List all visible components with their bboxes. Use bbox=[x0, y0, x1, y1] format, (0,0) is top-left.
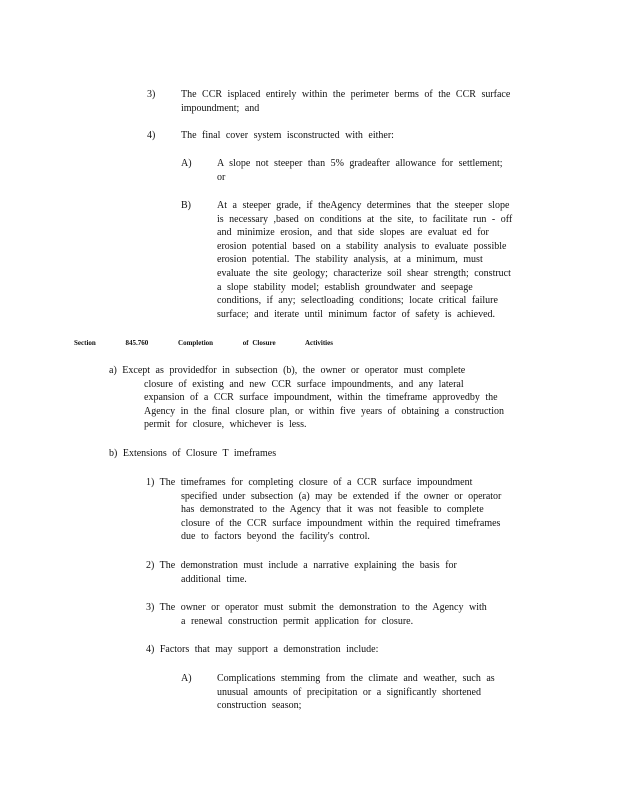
text-line: permit for closure, whichever is less. bbox=[144, 419, 307, 431]
item-b4a-label: A) bbox=[181, 673, 192, 684]
item-3-label: 3) bbox=[147, 89, 156, 100]
section-title-part: Completion bbox=[178, 339, 214, 347]
section-number: 845.760 bbox=[125, 339, 149, 347]
text-line: closure of the CCR surface impoundment within the required timeframes bbox=[181, 517, 501, 529]
text-line: The CCR isplaced entirely within the perimeter berms of the CCR surface bbox=[181, 89, 511, 100]
text-line: 3) The owner or operator must submit the demonstration to the Agency with bbox=[146, 602, 487, 613]
text-line: 2) The demonstration must include a narrative explaining the basis for bbox=[146, 560, 457, 571]
text-line: Complications stemming from the climate and weather, such as bbox=[217, 673, 495, 684]
subsection-b bbox=[109, 447, 276, 461]
text-line: evaluate the site geology; characterize soil shear strength; construct bbox=[217, 267, 511, 279]
text-line: impoundment; and bbox=[181, 102, 260, 114]
text-line: is necessary ,based on conditions at the site, to facilitate run - off bbox=[217, 213, 513, 225]
text-line: 4) Factors that may support a demonstration include: bbox=[146, 644, 379, 655]
item-4b-text bbox=[217, 199, 512, 321]
text-line: a) Except as providedfor in subsection (b), the owner or operator must complete bbox=[109, 365, 466, 376]
text-line: a renewal construction permit application for closure. bbox=[181, 615, 414, 627]
item-4b-label: B) bbox=[181, 200, 191, 211]
text-line: a slope stability model; establish groundwater and seepage bbox=[217, 281, 473, 293]
subsection-a bbox=[109, 364, 504, 432]
text-line: Agency in the final closure plan, or within five years of obtaining a construction bbox=[144, 405, 505, 417]
text-line: 1) The timeframes for completing closure of a CCR surface impoundment bbox=[146, 477, 473, 488]
text-line: or bbox=[217, 171, 226, 183]
text-line: has demonstrated to the Agency that it was not feasible to complete bbox=[181, 504, 484, 516]
item-4-text bbox=[181, 129, 394, 143]
text-line: A slope not steeper than 5% gradeafter allowance for settlement; bbox=[217, 158, 503, 169]
text-line: At a steeper grade, if theAgency determines that the steeper slope bbox=[217, 200, 510, 211]
subsection-b4 bbox=[146, 643, 378, 657]
text-line: b) Extensions of Closure T imeframes bbox=[109, 448, 277, 459]
text-line: and minimize erosion, and that side slopes are evaluat ed for bbox=[217, 227, 489, 239]
text-line: additional time. bbox=[181, 573, 247, 585]
subsection-b3 bbox=[146, 601, 487, 628]
text-line: construction season; bbox=[217, 700, 302, 712]
text-line: expansion of a CCR surface impoundment, within the timeframe approvedby the bbox=[144, 392, 498, 404]
text-line: closure of existing and new CCR surface impoundments, and any lateral bbox=[144, 378, 464, 390]
item-4a-label: A) bbox=[181, 158, 192, 169]
section-word: Section bbox=[74, 339, 96, 347]
text-line: conditions, if any; selectloading conditions; locate critical failure bbox=[217, 295, 498, 307]
text-line: The final cover system isconstructed with either: bbox=[181, 130, 394, 141]
section-title-part: of Closure bbox=[242, 339, 276, 347]
section-title-part: Activities bbox=[304, 339, 333, 347]
text-line: surface; and iterate until minimum factor of safety is achieved. bbox=[217, 308, 496, 320]
item-4a-text bbox=[217, 157, 503, 184]
subsection-b2 bbox=[146, 559, 457, 586]
text-line: due to factors beyond the facility's control. bbox=[181, 531, 370, 543]
subsection-b1 bbox=[146, 476, 501, 544]
text-line: erosion potential based on a stability analysis to evaluate possible bbox=[217, 240, 507, 252]
text-line: unusual amounts of precipitation or a significantly shortened bbox=[217, 686, 481, 698]
item-3-text bbox=[181, 88, 510, 115]
text-line: specified under subsection (a) may be extended if the owner or operator bbox=[181, 490, 502, 502]
item-4-label: 4) bbox=[147, 130, 156, 141]
section-heading bbox=[74, 339, 359, 347]
text-line: erosion potential. The stability analysis, at a minimum, must bbox=[217, 254, 483, 266]
item-b4a-text bbox=[217, 672, 495, 713]
